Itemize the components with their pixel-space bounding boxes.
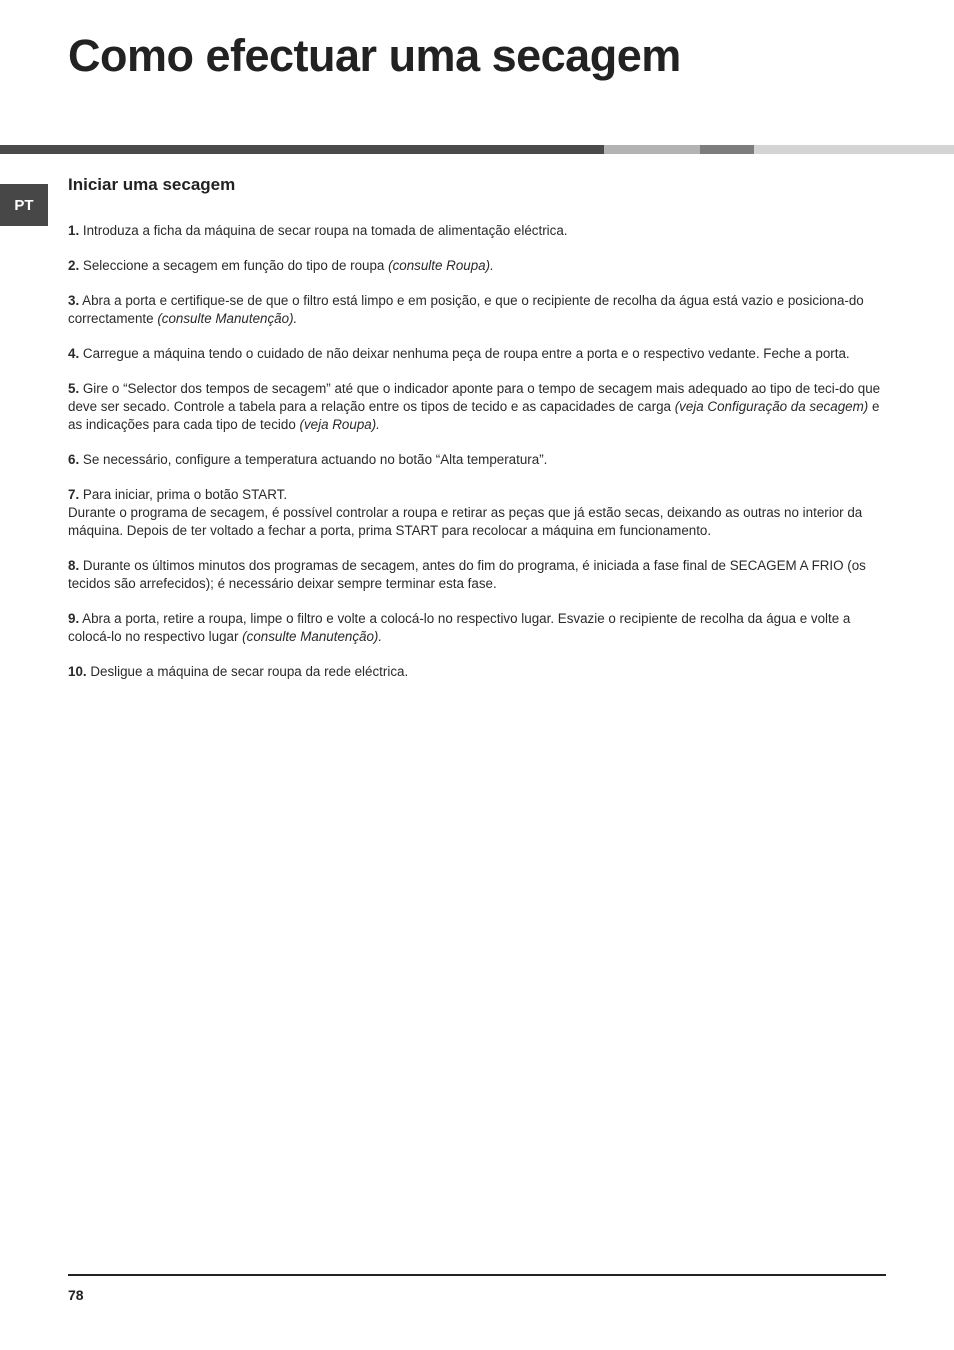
step-4: 4. Carregue a máquina tendo o cuidado de não deixar nenhuma peça de roupa entre a porta e o respectivo vedante. Feche a porta. xyxy=(68,346,850,361)
step-1: 1. Introduza a ficha da máquina de secar roupa na tomada de alimentação eléctrica. xyxy=(68,223,568,238)
steps-list xyxy=(68,222,886,698)
page-number: 78 xyxy=(68,1287,84,1303)
step-8: 8. Durante os últimos minutos dos programas de secagem, antes do fim do programa, é iniciada a fase final de SECAGEM A FRIO (os tecidos são arrefecidos); é necessário deixar sempre terminar esta fase. xyxy=(68,558,866,591)
header-bar-light xyxy=(604,145,700,154)
footer-divider xyxy=(68,1274,886,1276)
language-tab: PT xyxy=(0,184,48,226)
step-9: 9. Abra a porta, retire a roupa, limpe o filtro e volte a colocá-lo no respectivo lugar. Esvazie o recipiente de recolha da água e volte a colocá-lo no respectivo lugar (consulte Manutenção). xyxy=(68,611,851,644)
header-bar-dark xyxy=(0,145,604,154)
step-7: 7. Para iniciar, prima o botão START. Durante o programa de secagem, é possível controlar a roupa e retirar as peças que já estão secas, deixando as outras no interior da máquina. Depois de ter voltado a fechar a porta, prima START para recolocar a máquina em funcionamento. xyxy=(68,487,863,538)
header-bar-mid xyxy=(700,145,754,154)
section-heading: Iniciar uma secagem xyxy=(68,175,236,194)
header-bar-pale xyxy=(754,145,954,154)
step-2: 2. Seleccione a secagem em função do tipo de roupa (consulte Roupa). xyxy=(68,258,494,273)
step-6: 6. Se necessário, configure a temperatura actuando no botão “Alta temperatura”. xyxy=(68,452,548,467)
page-title: Como efectuar uma secagem xyxy=(68,30,681,81)
step-10: 10. Desligue a máquina de secar roupa da rede eléctrica. xyxy=(68,664,409,679)
step-5: 5. Gire o “Selector dos tempos de secagem” até que o indicador aponte para o tempo de secagem mais adequado ao tipo de teci-do que deve ser secado. Controle a tabela para a relação entre os tipos de tecido e as capacidades de carga (veja Configuração da secagem) e as indicações para cada tipo de tecido (veja Roupa). xyxy=(68,381,881,432)
step-3: 3. Abra a porta e certifique-se de que o filtro está limpo e em posição, e que o recipiente de recolha da água está vazio e posiciona-do correctamente (consulte Manutenção). xyxy=(68,293,864,326)
